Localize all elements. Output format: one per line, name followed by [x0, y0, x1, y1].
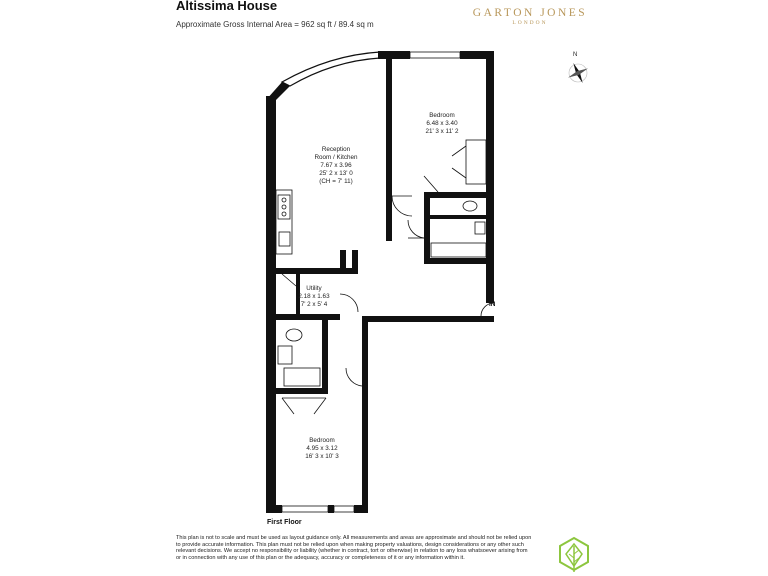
bedroom1-name: Bedroom	[429, 112, 455, 119]
ensuite-2-fixtures	[278, 329, 362, 386]
reception-name-2: Room / Kitchen	[314, 154, 358, 161]
window-bottom-1	[282, 506, 328, 512]
utility-imperial: 7' 2 x 5' 4	[300, 301, 328, 308]
corridor-right-wall	[362, 316, 368, 510]
bedroom1-imperial: 21' 3 x 11' 2	[425, 128, 459, 135]
tree-logo-icon	[557, 536, 591, 574]
window-bottom-2	[334, 506, 354, 512]
reception-imperial: 25' 2 x 13' 0	[319, 170, 353, 177]
wardrobe-1	[452, 140, 486, 184]
toilet	[463, 201, 477, 211]
room-bedroom-2	[284, 437, 360, 461]
room-reception	[296, 146, 376, 186]
kitchen-units	[276, 190, 292, 254]
floor-label: First Floor	[267, 519, 302, 526]
top-arc-window	[282, 52, 380, 86]
compass-north-label: N	[573, 52, 578, 58]
bottom-wall-left	[266, 505, 282, 513]
area-subtitle: Approximate Gross Internal Area = 962 sq ft / 89.4 sq m	[176, 20, 374, 29]
bathtub	[431, 243, 486, 257]
room-bedroom-1	[404, 112, 480, 136]
top-wall-right	[378, 51, 410, 59]
bottom-wall-right	[354, 505, 368, 513]
brand-name: GARTON JONES	[472, 7, 588, 19]
reception-name-1: Reception	[321, 146, 351, 153]
basin	[475, 222, 485, 234]
page-title: Altissima House	[176, 0, 278, 13]
bedroom1-metric: 6.48 x 3.40	[426, 120, 458, 127]
compass-icon	[565, 60, 591, 86]
entrance-label: IN	[489, 301, 496, 308]
window-top	[410, 52, 460, 58]
disclaimer-text: This plan is not to scale and must be used as layout guidance only. All measurements and areas are approximate and should not be relied upon to provide accurate information. This plan must not be relied upon when making property valuations, design considerations or any other such relevant decisions. We accept no responsibility or liability (whether in contract, tort or otherwise) in relation to any loss whatsoever arising from or in connection with any use of this plan or the adequacy, accuracy or completeness of it or any information within it.	[176, 535, 532, 561]
entrance-wall	[362, 316, 494, 322]
left-wall	[266, 96, 276, 510]
right-wall	[486, 51, 494, 303]
utility-metric: 2.18 x 1.63	[298, 293, 330, 300]
reception-ceiling: (CH = 7' 11)	[319, 178, 353, 185]
utility-name: Utility	[306, 285, 322, 292]
bottom-wall-mid	[328, 505, 334, 513]
brand-city: LONDON	[512, 20, 548, 26]
bedroom2-metric: 4.95 x 3.12	[306, 445, 338, 452]
bedroom2-imperial: 16' 3 x 10' 3	[305, 453, 339, 460]
room-utility	[282, 285, 346, 309]
bathroom-fixtures	[431, 201, 486, 257]
partition-wall	[386, 51, 392, 241]
wardrobe-2	[282, 398, 326, 414]
reception-metric: 7.67 x 3.96	[320, 162, 352, 169]
bedroom1-door	[392, 176, 438, 238]
bedroom2-name: Bedroom	[309, 437, 335, 444]
